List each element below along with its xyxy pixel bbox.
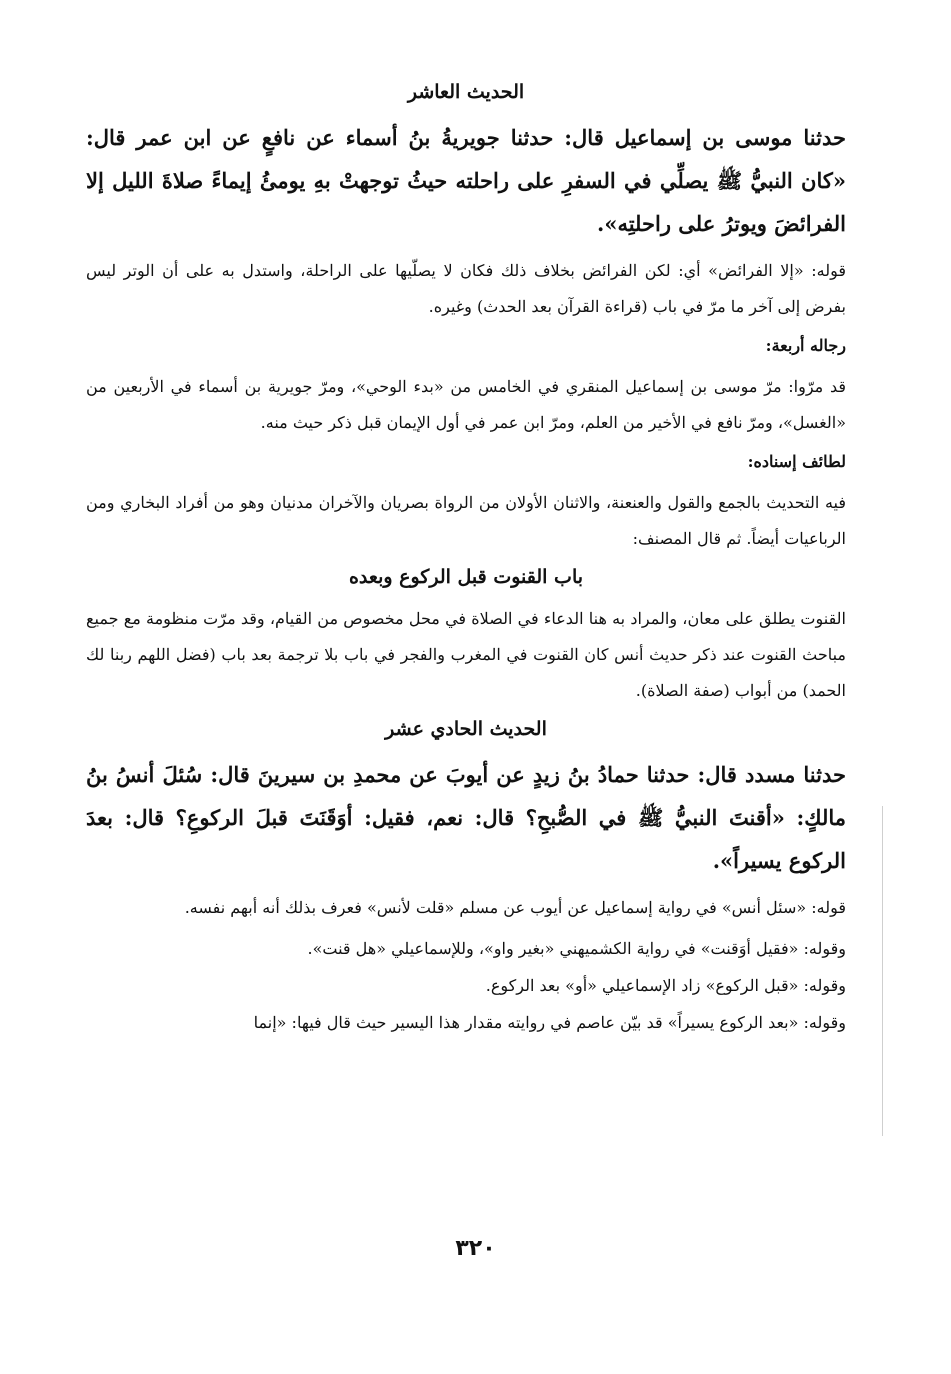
page-number: ٣٢٠ [455, 1236, 496, 1261]
note-1: وقوله: «فقيل أوَقنت» في رواية الكشميهني «بغير واو»، وللإسماعيلي «هل قنت». [307, 939, 846, 958]
page-body [86, 76, 846, 1041]
hadith-10-text: حدثنا موسى بن إسماعيل قال: حدثنا جويريةُ بنُ أسماء عن نافعٍ عن ابن عمر قال: «كان النبيُّ ﷺ يصلِّي في السفرِ على راحلته حيثُ توجهتْ بهِ يومئُ إيماءً صلاةَ الليل إلا الفرائضَ ويوترُ على راحلتِه». [86, 125, 846, 236]
hadith-11-text: حدثنا مسدد قال: حدثنا حمادُ بنُ زيدٍ عن أيوبَ عن محمدِ بن سيرينَ قال: سُئلَ أنسُ بنُ مالكٍ: «أقنتَ النبيُّ ﷺ في الصُّبحِ؟ قال: نعم، فقيل: أوَقَنَتَ قبلَ الركوعِ؟ قال: بعدَ الركوع يسيراً». [86, 762, 846, 873]
note-2: وقوله: «قبل الركوع» زاد الإسماعيلي «أو» بعد الركوع. [485, 976, 846, 995]
chapter-text: القنوت يطلق على معان، والمراد به هنا الدعاء في الصلاة في محل مخصوص من القيام، وقد مرّت منظومة مع جميع مباحث القنوت عند ذكر حديث أنس كان القنوت في المغرب والفجر في باب بلا ترجمة بعد باب (فضل اللهم ربنا لك الحمد) من أبواب (صفة الصلاة). [86, 609, 846, 700]
isnad-label: لطائف إسناده: [747, 452, 846, 471]
hadith-10-commentary: قوله: «إلا الفرائض» أي: لكن الفرائض بخلاف ذلك فكان لا يصلّيها على الراحلة، واستدل به على أن الوتر ليس بفرض إلى آخر ما مرّ في باب (قراءة القرآن بعد الحدث) وغيره. [86, 261, 847, 316]
isnad-text: فيه التحديث بالجمع والقول والعنعنة، والاثنان الأولان من الرواة بصريان والآخران مدنيان وهو من أفراد البخاري ومن الرباعيات أيضاً. ثم قال المصنف: [86, 493, 846, 548]
margin-rule [882, 806, 883, 1136]
chapter-heading: باب القنوت قبل الركوع وبعده [348, 566, 584, 588]
hadith-11-commentary: قوله: «سئل أنس» في رواية إسماعيل عن أيوب عن مسلم «قلت لأنس» فعرف بذلك أنه أبهم نفسه. [184, 898, 846, 917]
hadith-11-heading: الحديث الحادي عشر [385, 718, 547, 740]
note-3: وقوله: «بعد الركوع يسيراً» قد بيّن عاصم في روايته مقدار هذا اليسير حيث قال فيها: «إنما [253, 1013, 846, 1032]
narrators-label: رجاله أربعة: [765, 336, 846, 355]
hadith-10-heading: الحديث العاشر [407, 81, 525, 103]
narrators-text: قد مرّوا: مرّ موسى بن إسماعيل المنقري في الخامس من «بدء الوحي»، ومرّ جويرية بن أسماء في الأربعين من «الغسل»، ومرّ نافع في الأخير من العلم، ومرّ ابن عمر في أول الإيمان قبل ذكر حيث منه. [86, 377, 846, 432]
